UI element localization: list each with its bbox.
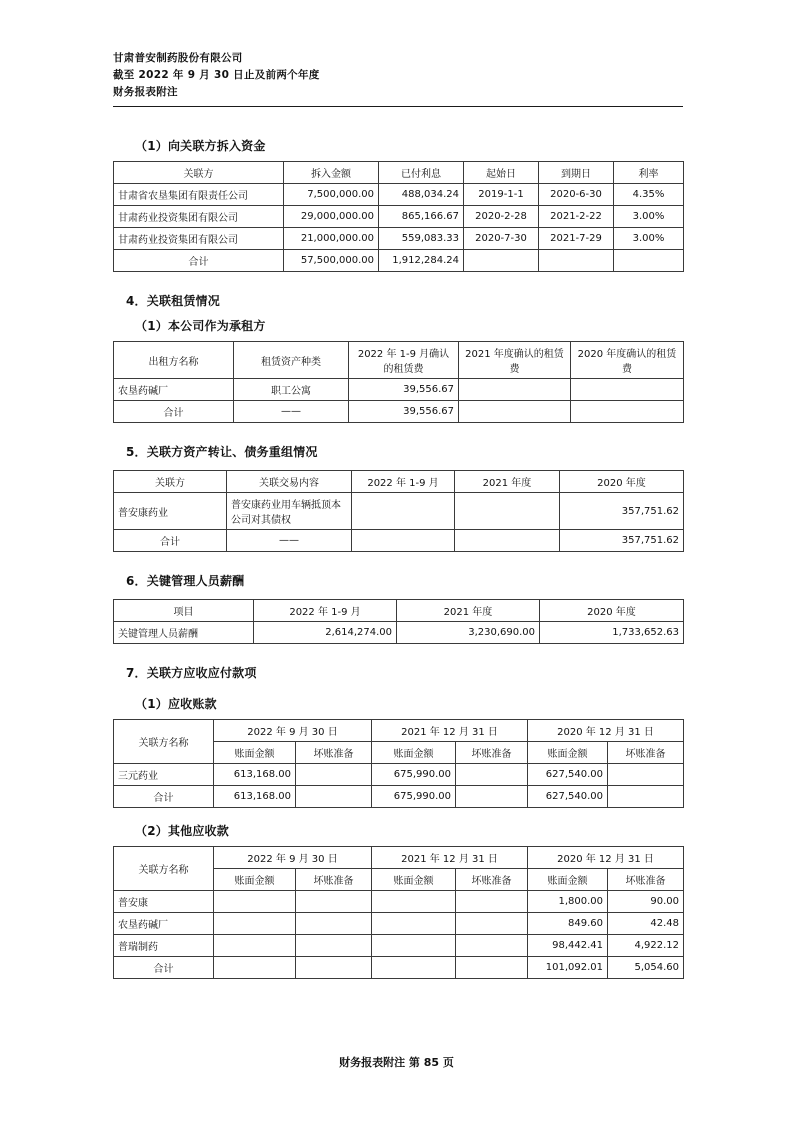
page-header	[113, 50, 683, 107]
col-header: 2020 年度确认的租赁费	[571, 342, 684, 379]
table-key-management-compensation	[113, 599, 684, 644]
cell: 101,092.01	[528, 957, 608, 979]
col-header: 关联方名称	[114, 720, 214, 764]
cell: 3,230,690.00	[397, 622, 540, 644]
col-header-group: 2021 年 12 月 31 日	[372, 847, 528, 869]
cell	[296, 764, 372, 786]
cell: 21,000,000.00	[284, 228, 379, 250]
cell: ——	[227, 530, 352, 552]
cell: 1,733,652.63	[540, 622, 684, 644]
table-row	[114, 184, 684, 206]
table-header-row	[114, 471, 684, 493]
cell: 627,540.00	[528, 764, 608, 786]
cell: 农垦药碱厂	[114, 379, 234, 401]
cell	[352, 493, 455, 530]
cell: 7,500,000.00	[284, 184, 379, 206]
section-1-title: （1）向关联方拆入资金	[135, 139, 266, 153]
col-header: 关联方	[114, 471, 227, 493]
section-7-2-subtitle: （2）其他应收款	[135, 824, 229, 838]
cell: 3.00%	[614, 206, 684, 228]
table-total-row	[114, 250, 684, 272]
cell: 2020-6-30	[539, 184, 614, 206]
cell: 2021-7-29	[539, 228, 614, 250]
col-header-group: 2021 年 12 月 31 日	[372, 720, 528, 742]
cell	[296, 913, 372, 935]
cell	[372, 913, 456, 935]
col-header-group: 2022 年 9 月 30 日	[214, 720, 372, 742]
table-row	[114, 935, 684, 957]
cell	[296, 935, 372, 957]
table-header-row	[114, 847, 684, 869]
cell: 2,614,274.00	[254, 622, 397, 644]
cell: 农垦药碱厂	[114, 913, 214, 935]
cell: 1,912,284.24	[379, 250, 464, 272]
col-header: 租赁资产种类	[234, 342, 349, 379]
cell: 2021-2-22	[539, 206, 614, 228]
cell: 合计	[114, 401, 234, 423]
cell	[464, 250, 539, 272]
cell: 合计	[114, 250, 284, 272]
cell	[459, 401, 571, 423]
col-subheader: 账面金额	[214, 869, 296, 891]
col-subheader: 账面金额	[372, 742, 456, 764]
table-row	[114, 228, 684, 250]
section-4-heading: 4．关联租赁情况	[126, 294, 220, 308]
cell: 29,000,000.00	[284, 206, 379, 228]
section-7-heading: 7．关联方应收应付款项	[126, 666, 257, 680]
cell	[456, 913, 528, 935]
cell: 甘肃药业投资集团有限公司	[114, 206, 284, 228]
col-subheader: 账面金额	[214, 742, 296, 764]
page-content	[113, 50, 683, 981]
cell: 甘肃药业投资集团有限公司	[114, 228, 284, 250]
col-subheader: 坏账准备	[296, 742, 372, 764]
cell: 5,054.60	[608, 957, 684, 979]
cell	[608, 764, 684, 786]
cell: 2020-7-30	[464, 228, 539, 250]
col-header: 关联方	[114, 162, 284, 184]
col-header: 出租方名称	[114, 342, 234, 379]
cell	[539, 250, 614, 272]
cell	[214, 891, 296, 913]
cell	[456, 764, 528, 786]
table-row	[114, 764, 684, 786]
col-header: 项目	[114, 600, 254, 622]
cell	[296, 891, 372, 913]
table-row	[114, 379, 684, 401]
cell: 613,168.00	[214, 764, 296, 786]
col-subheader: 坏账准备	[608, 869, 684, 891]
cell: 合计	[114, 530, 227, 552]
cell	[214, 913, 296, 935]
cell: 3.00%	[614, 228, 684, 250]
cell: 2020-2-28	[464, 206, 539, 228]
table-row	[114, 913, 684, 935]
cell	[571, 379, 684, 401]
col-header: 关联方名称	[114, 847, 214, 891]
cell	[214, 935, 296, 957]
section-7-subtitle: （1）应收账款	[135, 697, 217, 711]
cell: 普安康药业用车辆抵顶本公司对其债权	[227, 493, 352, 530]
cell	[614, 250, 684, 272]
col-header: 2022 年 1-9 月确认的租赁费	[349, 342, 459, 379]
cell: 849.60	[528, 913, 608, 935]
table-header-row	[114, 162, 684, 184]
col-subheader: 账面金额	[528, 869, 608, 891]
table-total-row	[114, 957, 684, 979]
col-subheader: 账面金额	[528, 742, 608, 764]
header-company: 甘肃普安制药股份有限公司	[113, 52, 243, 64]
table-total-row	[114, 786, 684, 808]
col-header: 2022 年 1-9 月	[352, 471, 455, 493]
header-period: 截至 2022 年 9 月 30 日止及前两个年度	[113, 69, 320, 81]
col-header: 2020 年度	[540, 600, 684, 622]
cell	[372, 957, 456, 979]
table-row	[114, 891, 684, 913]
section-5-heading: 5．关联方资产转让、债务重组情况	[126, 445, 318, 459]
cell: 865,166.67	[379, 206, 464, 228]
col-header: 起始日	[464, 162, 539, 184]
cell	[352, 530, 455, 552]
cell: 合计	[114, 957, 214, 979]
cell: 关键管理人员薪酬	[114, 622, 254, 644]
col-header: 2021 年度	[455, 471, 560, 493]
table-header-row	[114, 600, 684, 622]
col-header: 2021 年度确认的租赁费	[459, 342, 571, 379]
col-subheader: 坏账准备	[296, 869, 372, 891]
col-header: 2022 年 1-9 月	[254, 600, 397, 622]
cell	[455, 493, 560, 530]
col-header: 拆入金额	[284, 162, 379, 184]
table-asset-transfer	[113, 470, 684, 552]
table-row	[114, 206, 684, 228]
cell: 613,168.00	[214, 786, 296, 808]
section-6-heading: 6．关键管理人员薪酬	[126, 574, 245, 588]
cell: 1,800.00	[528, 891, 608, 913]
col-header-group: 2022 年 9 月 30 日	[214, 847, 372, 869]
table-header-row	[114, 342, 684, 379]
header-divider	[113, 106, 683, 107]
col-header: 2021 年度	[397, 600, 540, 622]
cell: 4,922.12	[608, 935, 684, 957]
cell	[456, 786, 528, 808]
cell: 39,556.67	[349, 379, 459, 401]
col-header: 利率	[614, 162, 684, 184]
cell: 675,990.00	[372, 764, 456, 786]
cell	[214, 957, 296, 979]
cell	[456, 957, 528, 979]
table-row	[114, 493, 684, 530]
cell	[372, 891, 456, 913]
table-header-row	[114, 720, 684, 742]
table-other-receivables	[113, 846, 684, 979]
col-header-group: 2020 年 12 月 31 日	[528, 847, 684, 869]
cell: 90.00	[608, 891, 684, 913]
cell: 普瑞制药	[114, 935, 214, 957]
table-row	[114, 622, 684, 644]
table-receivables	[113, 719, 684, 808]
col-subheader: 坏账准备	[608, 742, 684, 764]
cell: 57,500,000.00	[284, 250, 379, 272]
cell	[372, 935, 456, 957]
cell	[608, 786, 684, 808]
cell	[459, 379, 571, 401]
cell	[455, 530, 560, 552]
cell: ——	[234, 401, 349, 423]
cell: 职工公寓	[234, 379, 349, 401]
cell: 98,442.41	[528, 935, 608, 957]
col-header: 2020 年度	[560, 471, 684, 493]
table-lease-lessee	[113, 341, 684, 423]
cell: 357,751.62	[560, 530, 684, 552]
col-subheader: 坏账准备	[456, 869, 528, 891]
col-header: 到期日	[539, 162, 614, 184]
col-subheader: 坏账准备	[456, 742, 528, 764]
cell: 559,083.33	[379, 228, 464, 250]
table-borrowings	[113, 161, 684, 272]
cell: 三元药业	[114, 764, 214, 786]
header-doc-title: 财务报表附注	[113, 86, 178, 98]
col-subheader: 账面金额	[372, 869, 456, 891]
cell: 357,751.62	[560, 493, 684, 530]
page-footer: 财务报表附注 第 85 页	[339, 1056, 454, 1069]
cell: 42.48	[608, 913, 684, 935]
cell	[296, 957, 372, 979]
cell	[456, 891, 528, 913]
cell: 普安康	[114, 891, 214, 913]
table-total-row	[114, 530, 684, 552]
cell: 675,990.00	[372, 786, 456, 808]
cell: 39,556.67	[349, 401, 459, 423]
cell: 甘肃省农垦集团有限责任公司	[114, 184, 284, 206]
col-header: 已付利息	[379, 162, 464, 184]
cell	[296, 786, 372, 808]
cell: 4.35%	[614, 184, 684, 206]
table-total-row	[114, 401, 684, 423]
cell: 488,034.24	[379, 184, 464, 206]
cell: 普安康药业	[114, 493, 227, 530]
cell: 2019-1-1	[464, 184, 539, 206]
col-header: 关联交易内容	[227, 471, 352, 493]
cell: 627,540.00	[528, 786, 608, 808]
section-4-subtitle: （1）本公司作为承租方	[135, 319, 266, 333]
col-header-group: 2020 年 12 月 31 日	[528, 720, 684, 742]
cell: 合计	[114, 786, 214, 808]
cell	[456, 935, 528, 957]
cell	[571, 401, 684, 423]
